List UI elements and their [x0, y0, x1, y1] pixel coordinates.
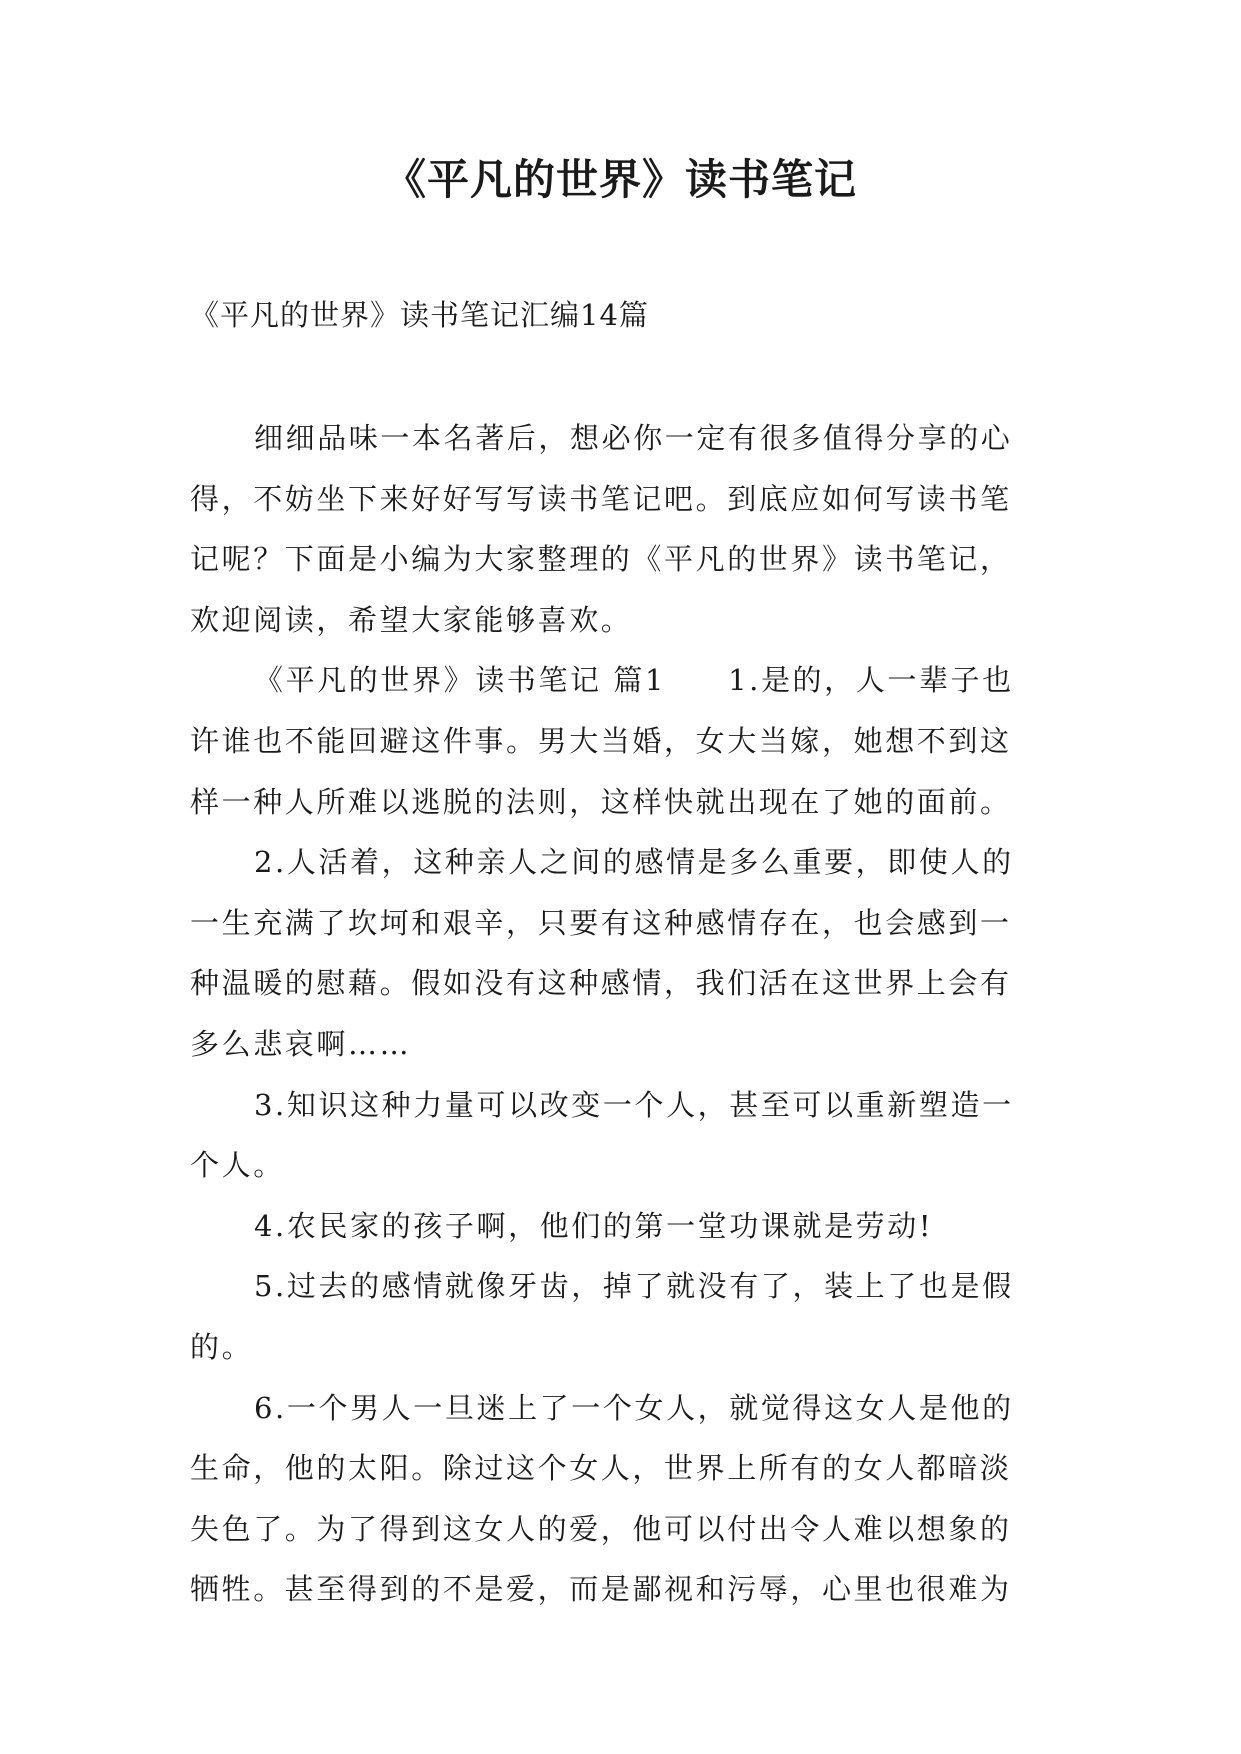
- text-line: 细细品味一本名著后，想必你一定有很多值得分享的心: [254, 421, 1013, 455]
- text-line: 得，不妨坐下来好好写写读书笔记吧。到底应如何写读书笔: [190, 481, 1012, 516]
- text-line: 的。: [190, 1329, 254, 1364]
- text-line: 2.人活着，这种亲人之间的感情是多么重要，即使人的: [254, 845, 1014, 880]
- text-line: 失色了。为了得到这女人的爱，他可以付出令人难以想象的: [190, 1511, 1012, 1546]
- text-line: [190, 650, 1060, 711]
- text-line: 3.知识这种力量可以改变一个人，甚至可以重新塑造一: [254, 1087, 1014, 1122]
- text-line: 许谁也不能回避这件事。男大当婚，女大当嫁，她想不到这: [190, 723, 1012, 758]
- text-line: 生命，他的太阳。除过这个女人，世界上所有的女人都暗淡: [190, 1451, 1012, 1486]
- text-line: 多么悲哀啊……: [190, 1026, 412, 1061]
- text-line: 种温暖的慰藉。假如没有这种感情，我们活在这世界上会有: [190, 966, 1012, 1001]
- text-line: 样一种人所难以逃脱的法则，这样快就出现在了她的面前。: [190, 784, 1012, 819]
- text-line: 欢迎阅读，希望大家能够喜欢。: [190, 602, 633, 637]
- text-line: 6.一个男人一旦迷上了一个女人，就觉得这女人是他的: [254, 1390, 1014, 1425]
- text-line: 4.农民家的孩子啊，他们的第一堂功课就是劳动!: [254, 1208, 934, 1243]
- document-body: [190, 408, 1060, 1620]
- document-subtitle: 《平凡的世界》读书笔记汇编14篇: [190, 298, 649, 332]
- text-line: 一生充满了坎坷和艰辛，只要有这种感情存在，也会感到一: [190, 905, 1012, 940]
- text-span: 1.是的，人一辈子也: [728, 663, 1014, 698]
- document-title: 《平凡的世界》读书笔记: [383, 155, 857, 204]
- text-line: 记呢？下面是小编为大家整理的《平凡的世界》读书笔记，: [190, 542, 1012, 577]
- section-heading: 《平凡的世界》读书笔记 篇1: [254, 663, 667, 698]
- text-line: 个人。: [190, 1148, 285, 1183]
- text-line: 牺牲。甚至得到的不是爱，而是鄙视和污辱，心里也很难为: [190, 1572, 1012, 1607]
- text-line: 5.过去的感情就像牙齿，掉了就没有了，装上了也是假: [254, 1269, 1014, 1304]
